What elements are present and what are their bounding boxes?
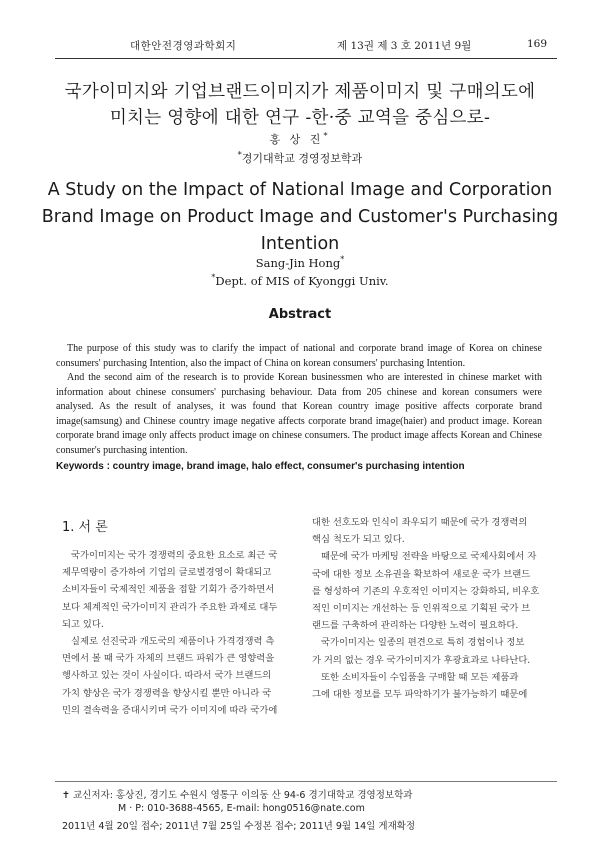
korean-affiliation-text: 경기대학교 경영정보학과 bbox=[241, 152, 363, 165]
body-line: 랜드를 구축하여 관리하는 다양한 노력이 필요하다. bbox=[312, 620, 519, 632]
abstract-paragraph-1: The purpose of this study was to clarify the impact of national and corporate brand image of Korea on chinese consumers' purchasing Intention, also the impact of China on korean consumers' purchasing Intention. bbox=[56, 343, 542, 369]
body-line: 민의 결속력을 증대시키며 국가 이미지에 따라 국가에 bbox=[62, 704, 278, 716]
korean-author bbox=[40, 131, 560, 147]
body-line: 그에 대한 정보를 모두 파악하기가 불가능하기 때문에 bbox=[312, 689, 528, 701]
body-line: 되고 있다. bbox=[62, 618, 104, 630]
body-line: 제무역량이 증가하여 기업의 글로벌경영이 확대되고 bbox=[62, 567, 272, 579]
english-title-line-1: A Study on the Impact of National Image and Corporation bbox=[47, 180, 553, 200]
body-line: 보다 체계적인 국가이미지 관리가 주요한 과제로 대두 bbox=[62, 601, 278, 613]
korean-affiliation-mark: * bbox=[237, 150, 242, 160]
footnote-dates: 2011년 4월 20일 접수; 2011년 7월 25일 수정본 접수; 2011년 9월 14일 게재확정 bbox=[62, 821, 416, 832]
abstract-body bbox=[56, 342, 542, 458]
footnote-contact: M · P: 010-3688-4565, E-mail: hong0516@nate.com bbox=[118, 803, 365, 814]
abstract-heading: Abstract bbox=[268, 307, 332, 322]
keywords: Keywords : country image, brand image, halo effect, consumer's purchasing intention bbox=[56, 461, 465, 472]
body-line: 또한 소비자들이 수입품을 구매할 때 모든 제품과 bbox=[321, 671, 519, 683]
page-number: 169 bbox=[527, 38, 548, 50]
footnote-rule bbox=[55, 781, 557, 782]
header-rule bbox=[55, 58, 557, 59]
abstract-paragraph-2: And the second aim of the research is to provide Korean businessmen who are interested in chinese market with information about chinese consumers' purchasing behaviour. Data from 205 chinese and korean consumers were analysed. As the result of analyses, it was found that Korean country image positive affects corporate brand image(samsung) and Chinese country image negative affects corporate brand image(haier) and product image. Korean corporate brand image only affects product image on chinese consumers. The product image affects Korean and Chinese consumer's purchasing intention. bbox=[56, 372, 542, 456]
english-author-mark: * bbox=[340, 255, 345, 265]
korean-author-mark: * bbox=[323, 131, 331, 141]
section-title: 1. 서 론 bbox=[62, 520, 108, 535]
body-line: 대한 선호도와 인식이 좌우되기 때문에 국가 경쟁력의 bbox=[312, 517, 528, 528]
body-line: 국가이미지는 국가 경쟁력의 중요한 요소로 최근 국 bbox=[71, 550, 278, 561]
footnote-corresponding-author: ✝ 교신저자: 홍상진, 경기도 수원시 영통구 이의동 산 94-6 경기대학교 경영정보학과 bbox=[62, 790, 413, 801]
body-column-right bbox=[312, 514, 542, 703]
body-line: 소비자들이 국제적인 제품을 접할 기회가 증가하면서 bbox=[62, 584, 275, 596]
english-affiliation-text: Dept. of MIS of Kyonggi Univ. bbox=[215, 274, 389, 288]
english-author bbox=[40, 256, 560, 270]
journal-name: 대한안전경영과학회지 bbox=[130, 40, 237, 52]
body-line: 핵심 척도가 되고 있다. bbox=[312, 534, 405, 546]
body-line: 실제로 선진국과 개도국의 제품이나 가격경쟁력 측 bbox=[71, 636, 275, 648]
body-line: 를 형성하여 기존의 우호적인 이미지는 강화하되, 비우호 bbox=[312, 585, 540, 597]
body-line: 행사하고 있는 것이 사실이다. 따라서 국가 브랜드의 bbox=[62, 670, 272, 682]
english-title-line-2: Brand Image on Product Image and Customer's Purchasing bbox=[41, 207, 559, 227]
body-column-left bbox=[62, 547, 288, 719]
body-line: 국에 대한 정보 소유권을 확보하여 새로운 국가 브랜드 bbox=[312, 568, 531, 580]
english-title-line-3: Intention bbox=[260, 234, 340, 254]
english-author-name: Sang-Jin Hong bbox=[255, 256, 341, 270]
korean-title-line-1: 국가이미지와 기업브랜드이미지가 제품이미지 및 구매의도에 bbox=[64, 82, 536, 102]
body-line: 때문에 국가 마케팅 전략을 바탕으로 국제사회에서 자 bbox=[321, 551, 537, 563]
issue-info: 제 13권 제 3 호 2011년 9월 bbox=[337, 40, 472, 52]
english-affiliation-mark: * bbox=[211, 273, 216, 283]
korean-author-name: 홍 상 진 bbox=[269, 133, 324, 146]
body-line: 가치 향상은 국가 경쟁력을 향상시킬 뿐만 아니라 국 bbox=[62, 687, 272, 699]
body-line: 국가이미지는 일종의 편견으로 특히 경험이나 정보 bbox=[321, 637, 525, 649]
body-line: 가 거의 없는 경우 국가이미지가 후광효과로 나타난다. bbox=[312, 654, 531, 666]
english-affiliation bbox=[40, 274, 560, 288]
body-line: 적인 이미지는 개선하는 등 인위적으로 기획된 국가 브 bbox=[312, 603, 531, 615]
korean-affiliation bbox=[40, 150, 560, 166]
body-line: 면에서 볼 때 국가 자체의 브랜드 파워가 큰 영향력을 bbox=[62, 653, 275, 665]
korean-title-line-2: 미치는 영향에 대한 연구 -한·중 교역을 중심으로- bbox=[109, 108, 491, 128]
